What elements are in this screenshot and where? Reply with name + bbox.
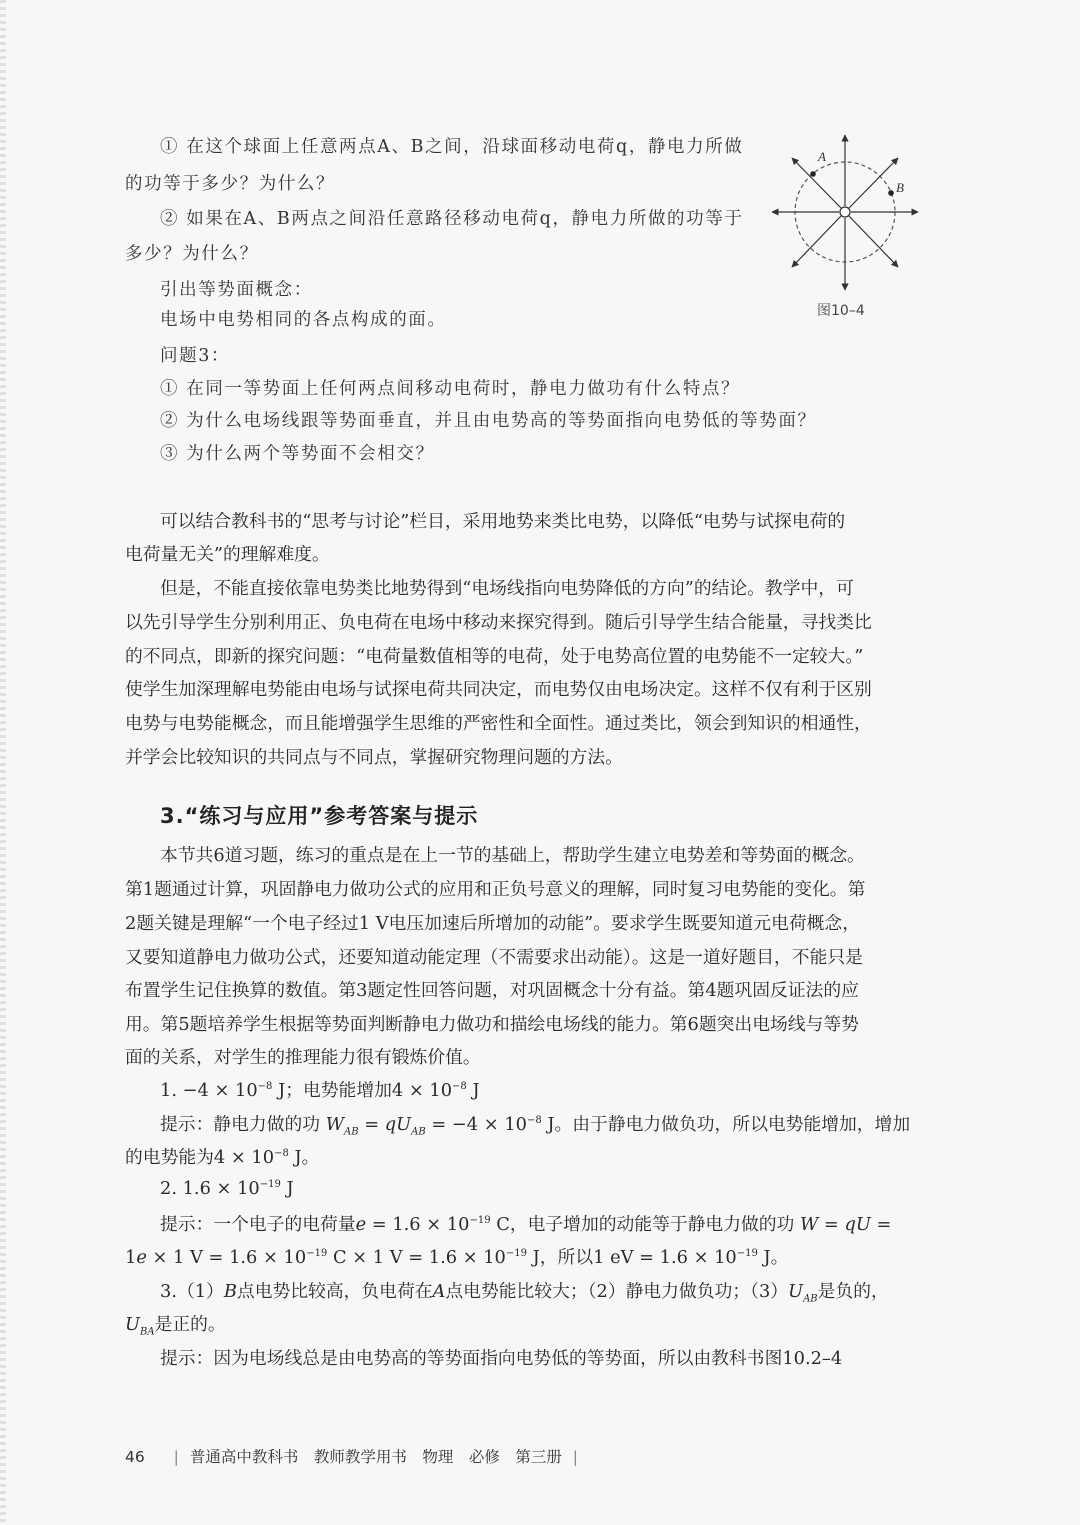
question-line: 问题3： [160,346,231,366]
field-line [849,158,898,208]
answer-3-line-2: $U_{BA}$是正的。 [125,1314,226,1338]
field-line [792,158,841,208]
point-b-label: B [896,180,904,195]
hint-2-line-2: 1e × 1 $V = 1.6 \times 10^{-19}$ C × 1 $V = 1.6 \times 10^{-19}$ J，所以1 eV = $1.6 \times 10^{-19}$ J。 [125,1247,789,1268]
paragraph-line: 本节共6道习题，练习的重点是在上一节的基础上，帮助学生建立电势差和等势面的概念。 [160,845,865,866]
paragraph-line: 布置学生记住换算的数值。第3题定性回答问题，对巩固概念十分有益。第4题巩固反证法的应 [125,980,859,1001]
question-line: ① 在同一等势面上任何两点间移动电荷时，静电力做功有什么特点？ [160,379,741,399]
footer-separator: | [572,1448,579,1466]
paragraph-line: 以先引导学生分别利用正、负电荷在电场中移动来探究得到。随后引导学生结合能量，寻找类比 [125,612,872,633]
field-line [792,216,841,267]
answer-2: 2. $1.6 \times 10^{-19}$ J [160,1178,294,1199]
question-line: 的功等于多少？为什么？ [125,174,336,194]
point-charge [840,207,850,217]
point-a-label: A [818,149,826,164]
paragraph-line: 第1题通过计算，巩固静电力做功公式的应用和正负号意义的理解，同时复习电势能的变化。第 [125,879,866,900]
paragraph-line: 2题关键是理解“一个电子经过1 V电压加速后所增加的动能”。要求学生既要知道元电荷概念， [125,913,860,934]
question-line: ① 在这个球面上任意两点A、B之间，沿球面移动电荷q，静电力所做 [160,137,744,157]
paragraph-line: 面的关系，对学生的推理能力很有锻炼价值。 [125,1047,481,1068]
point-charge-field-figure [770,130,920,295]
question-line: ③ 为什么两个等势面不会相交？ [160,444,435,464]
paragraph-line: 用。第5题培养学生根据等势面判断静电力做功和描绘电场线的能力。第6题突出电场线与等势 [125,1014,859,1035]
paragraph-line: 但是，不能直接依靠电势类比地势得到“电场线指向电势降低的方向”的结论。教学中，可 [160,578,854,599]
question-line: 引出等势面概念： [160,280,313,300]
paragraph-line: 可以结合教科书的“思考与讨论”栏目，采用地势来类比电势，以降低“电势与试探电荷的 [160,511,846,532]
point-b-dot [888,190,894,196]
paragraph-line: 电荷量无关”的理解难度。 [125,544,330,565]
figure-caption: 图10–4 [817,303,865,319]
paragraph-line: 电势与电势能概念，而且能增强学生思维的严密性和全面性。通过类比，领会到知识的相通性， [125,713,872,734]
book-title: 普通高中教科书 教师教学用书 物理 必修 第三册 [189,1448,562,1466]
hint-3: 提示：因为电场线总是由电势高的等势面指向电势低的等势面，所以由教科书图10.2–4 [160,1348,843,1369]
hint-1-line-2: 的电势能为$4 \times 10^{-8}$ J。 [125,1147,320,1168]
field-line [849,216,898,267]
question-line: 电场中电势相同的各点构成的面。 [160,310,447,330]
answer-1: 1. $-4 \times 10^{-8}$ J；电势能增加$4 \times 10^{-8}$ J [160,1080,480,1101]
hint-2-line-1: 提示：一个电子的电荷量$e = 1.6 \times 10^{-19}$ C，电子增加的动能等于静电力做的功 W = qU = [160,1214,892,1235]
footer-separator: | [173,1448,179,1466]
section-heading: 3.“练习与应用”参考答案与提示 [160,804,479,828]
paragraph-line: 又要知道静电力做功公式，还要知道动能定理（不需要求出动能）。这是一道好题目，不能只是 [125,947,863,968]
point-a-dot [810,171,816,177]
paragraph-line: 使学生加深理解电势能由电场与试探电荷共同决定，而电势仅由电场决定。这样不仅有利于区别 [125,679,872,700]
page-edge-decoration [0,0,6,1525]
page-number: 46 [125,1448,145,1466]
question-line: ② 为什么电场线跟等势面垂直，并且由电势高的等势面指向电势低的等势面？ [160,411,817,431]
paragraph-line: 的不同点，即新的探究问题：“电荷量数值相等的电荷，处于电势高位置的电势能不一定较大。” [125,646,864,667]
question-line: 多少？为什么？ [125,244,259,264]
hint-1-line-1: 提示：静电力做的功 $W_{AB} = qU_{AB} = -4 \times 10^{-8}$ J。由于静电力做负功，所以电势能增加，增加 [160,1114,911,1138]
question-line: ② 如果在A、B两点之间沿任意路径移动电荷q，静电力所做的功等于 [160,209,744,229]
page-footer [125,1445,584,1467]
paragraph-line: 并学会比较知识的共同点与不同点，掌握研究物理问题的方法。 [125,747,623,768]
answer-3-line-1: 3.（1）B点电势比较高，负电荷在A点电势能比较大；（2）静电力做负功；$(3)U_{AB}$是负的， [160,1281,889,1305]
